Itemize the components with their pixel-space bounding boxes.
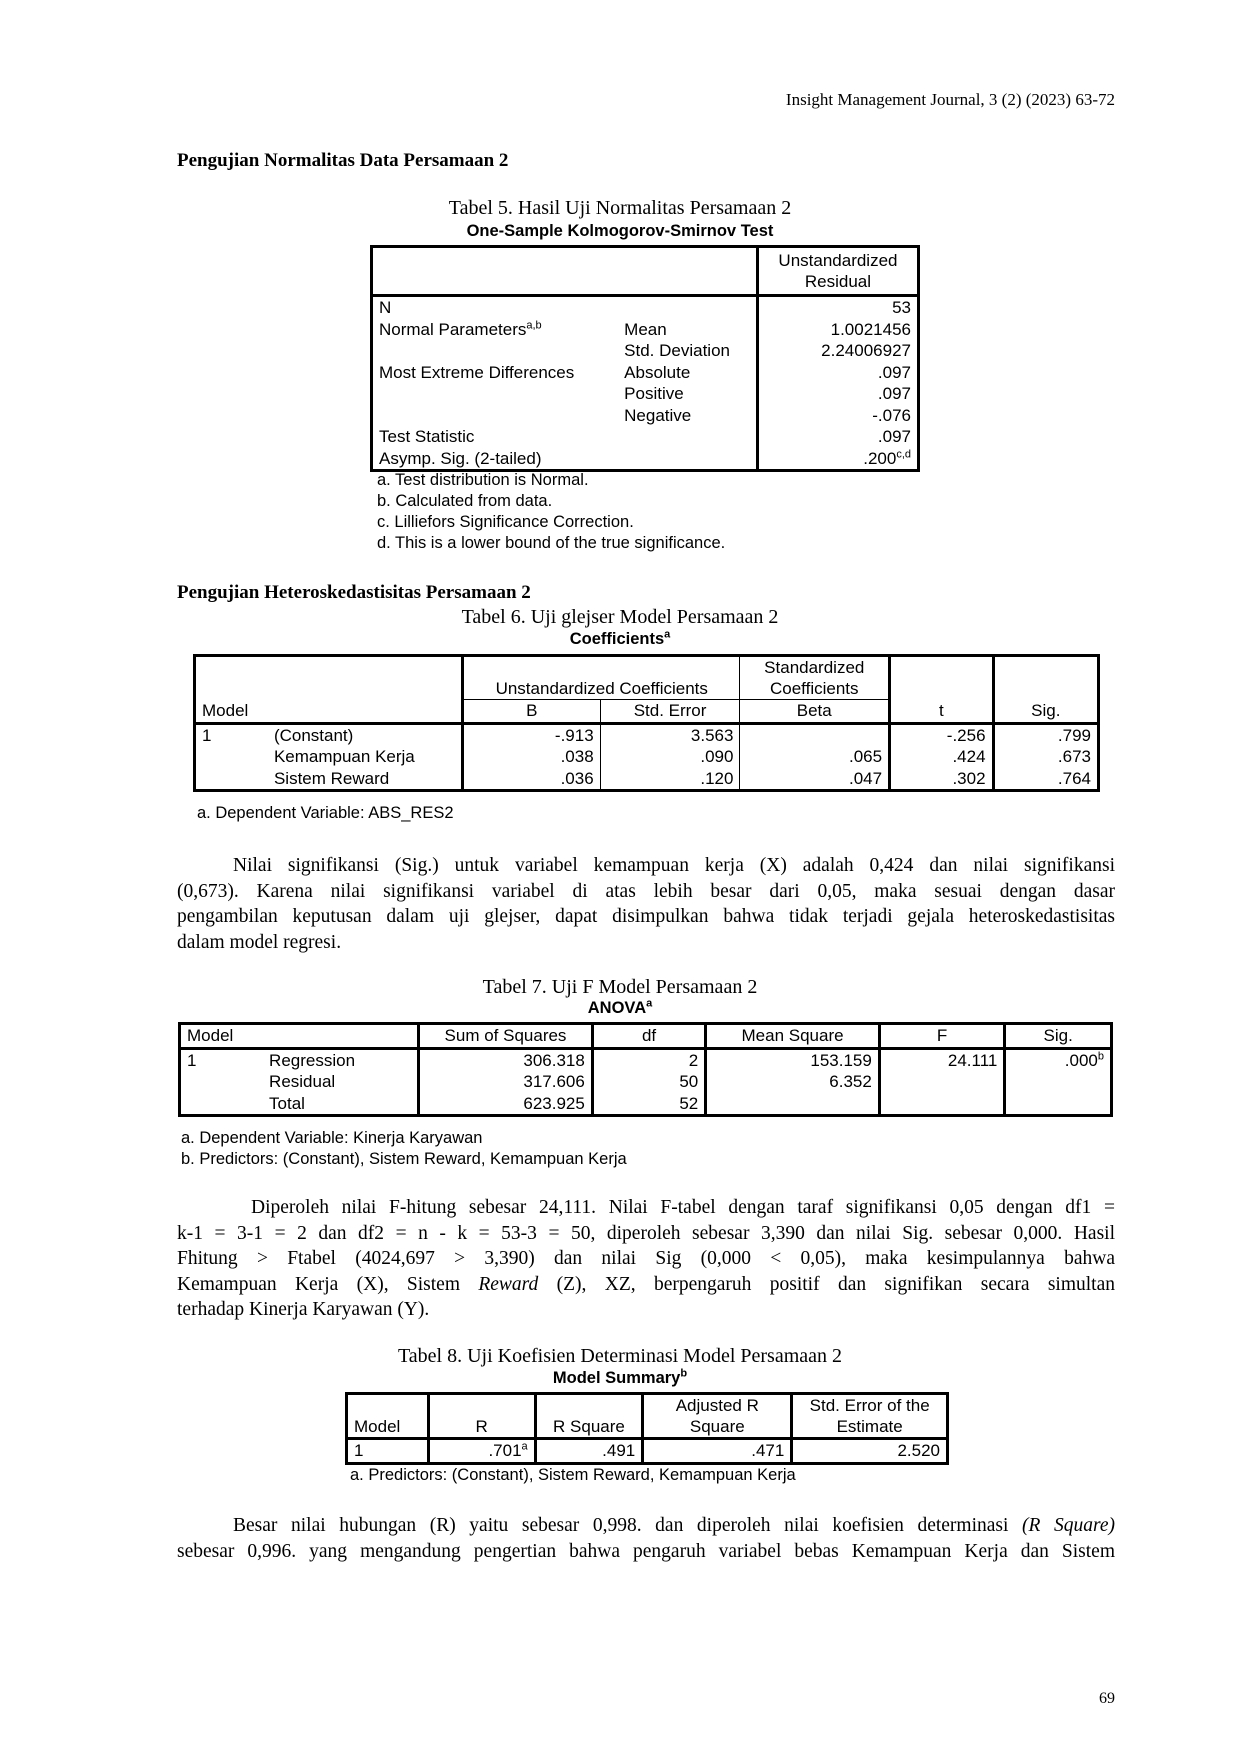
table5-note: c. Lilliefors Significance Correction. [377, 513, 634, 531]
paragraph-line [177, 1513, 1115, 1539]
table6-header-unstd: Unstandardized Coefficients [463, 656, 740, 700]
paragraph-r-square [177, 1513, 1115, 1564]
table5-row-sub: Std. Deviation [624, 341, 730, 360]
table7-row-name: Residual [269, 1072, 336, 1091]
table5-col-header-line1: Unstandardized [778, 251, 898, 270]
table7-model-blank [180, 1071, 264, 1093]
table-row [195, 723, 1099, 746]
page-number: 69 [1099, 1690, 1115, 1707]
table6-cell-b: .038 [463, 746, 601, 768]
table5-col-header [757, 247, 918, 296]
table7-cell-sig-text: .000 [1064, 1050, 1098, 1070]
table5-col-header-line2: Residual [804, 272, 872, 291]
table7-cell-sig-sup: b [1097, 1049, 1104, 1062]
table5-row-sub: Positive [624, 384, 684, 403]
table7-cell-ss: 306.318 [419, 1048, 593, 1071]
table5-note: b. Calculated from data. [377, 492, 553, 510]
paragraph-line: Diperoleh nilai F-hitung sebesar 24,111. Nilai F-tabel dengan taraf signifikansi 0,05 dengan df1 = [251, 1197, 1115, 1218]
table5-row [372, 426, 919, 448]
table7-header-ss: Sum of Squares [419, 1024, 593, 1049]
table5-row-label-sup: a,b [526, 318, 542, 331]
table6-cell-sig: .673 [993, 746, 1098, 768]
paragraph-f-test [177, 1195, 1115, 1323]
table7-cell-f: 24.111 [879, 1048, 1005, 1071]
table6-header-std-line2: Coefficients [770, 679, 859, 698]
table7-cell-ss: 317.606 [419, 1071, 593, 1093]
table5-header-blank [372, 247, 758, 296]
table6-header-sig: Sig. [993, 656, 1098, 724]
table6-cell-b: .036 [463, 768, 601, 791]
table7-header-sig: Sig. [1005, 1024, 1112, 1049]
table5-row-label: N [372, 296, 619, 319]
table5-caption: Tabel 5. Hasil Uji Normalitas Persamaan 2 [448, 197, 792, 219]
table6-cell-se: 3.563 [600, 723, 740, 746]
table6-model-blank [195, 746, 268, 768]
table8-header-row [347, 1394, 948, 1439]
table5-row-label [372, 340, 619, 362]
table5-row-value [757, 448, 918, 471]
table5-row [372, 340, 919, 362]
table5-row-sub: Mean [624, 319, 667, 339]
table5-row-sub [618, 448, 757, 471]
table6-model-no: 1 [195, 723, 268, 746]
table6-model-blank [195, 768, 268, 791]
table8-header-see-line2: Estimate [836, 1417, 903, 1436]
table7-header-df: df [592, 1024, 705, 1049]
table6 [193, 654, 1100, 792]
paragraph-text: (Z), XZ, berpengaruh positif dan signifikan secara simultan [538, 1273, 1115, 1295]
paragraph-text: Besar nilai hubungan (R) yaitu sebesar 0,998. dan diperoleh nilai koefisien determinasi [233, 1515, 1022, 1536]
table7-title [370, 999, 870, 1018]
table5-note: a. Test distribution is Normal. [377, 471, 589, 489]
table8-cell-see: 2.520 [792, 1439, 948, 1464]
table6-header-b: B [463, 700, 601, 724]
table8-header-see [792, 1394, 948, 1439]
table8-cell-r-text: .701 [488, 1441, 522, 1460]
table5-row [372, 362, 919, 384]
paragraph-line: Nilai signifikansi (Sig.) untuk variabel kemampuan kerja (X) adalah 0,424 dan nilai signifikansi [233, 855, 1115, 876]
table7-note: a. Dependent Variable: Kinerja Karyawan [181, 1129, 483, 1147]
table8-title-text: Model Summary [552, 1369, 681, 1387]
table6-cell-t: .302 [890, 768, 993, 791]
table5 [370, 245, 920, 472]
table5-row [372, 319, 919, 341]
table5-row-label [372, 383, 619, 405]
table5-row [372, 296, 919, 319]
table7-cell-df: 50 [592, 1071, 705, 1093]
table6-cell-se: .120 [600, 768, 740, 791]
table6-header-se: Std. Error [600, 700, 740, 724]
table6-header-blank [195, 656, 463, 700]
section-heading-normalitas: Pengujian Normalitas Data Persamaan 2 [177, 150, 509, 171]
paragraph-glejser [177, 853, 1115, 955]
table7-title-sup: a [646, 997, 653, 1010]
table6-cell-sig: .799 [993, 723, 1098, 746]
table7-cell-f [879, 1093, 1005, 1116]
table5-row-label [372, 319, 619, 341]
section-heading-hetero: Pengujian Heteroskedastisitas Persamaan 2 [177, 582, 531, 603]
table6-row-name: Kemampuan Kerja [273, 747, 415, 766]
table5-row-value: 53 [757, 296, 918, 319]
table7-cell-sig [1005, 1048, 1112, 1071]
table7-cell-ss: 623.925 [419, 1093, 593, 1116]
table5-header-row [372, 247, 919, 296]
paragraph-line: k-1 = 3-1 = 2 dan df2 = n - k = 53-3 = 50, diperoleh sebesar 3,390 dan nilai Sig. sebesar 0,000. Hasil [177, 1222, 1115, 1244]
table5-row-label-text: Normal Parameters [379, 319, 527, 339]
table7-header-f: F [879, 1024, 1005, 1049]
table-row [195, 768, 1099, 791]
table8-header-r: R [428, 1394, 535, 1439]
table7-header-model: Model [180, 1024, 419, 1049]
table6-cell-sig: .764 [993, 768, 1098, 791]
table6-row-name: Sistem Reward [273, 768, 390, 788]
table6-header-beta: Beta [740, 700, 890, 724]
table8-title [320, 1369, 920, 1388]
table8-header-adj-line2: Square [689, 1417, 745, 1436]
table5-row-value: 1.0021456 [757, 319, 918, 341]
paragraph-line: pengambilan keputusan dalam uji glejser, dapat disimpulkan bahwa tidak terjadi gejala heteroskedastisitas [177, 906, 1115, 927]
table8-cell-adj: .471 [643, 1439, 792, 1464]
table-row [180, 1071, 1112, 1093]
table7-cell-df: 52 [592, 1093, 705, 1116]
table8-cell-r [428, 1439, 535, 1464]
table7-cell-sig [1005, 1093, 1112, 1116]
table5-row-value: -.076 [757, 405, 918, 427]
table5-row-label: Asymp. Sig. (2-tailed) [372, 448, 619, 471]
table6-cell-beta: .065 [740, 746, 890, 768]
table8 [345, 1392, 949, 1465]
table7-cell-ms [706, 1093, 880, 1116]
paragraph-line: Fhitung > Ftabel (4024,697 > 3,390) dan nilai Sig (0,000 < 0,05), maka kesimpulannya bahwa [177, 1248, 1115, 1269]
table5-note: d. This is a lower bound of the true significance. [377, 534, 726, 552]
table5-row [372, 405, 919, 427]
table6-cell-b: -.913 [463, 723, 601, 746]
paragraph-line: sebesar 0,996. yang mengandung pengertian bahwa pengaruh variabel bebas Kemampuan Kerja dan Sistem [177, 1540, 1115, 1562]
table5-row-value: .097 [757, 426, 918, 448]
paragraph-line: dalam model regresi. [177, 931, 342, 953]
table8-header-see-line1: Std. Error of the [809, 1396, 930, 1415]
table5-row-sub [618, 426, 757, 448]
table7-cell-f [879, 1071, 1005, 1093]
table5-row-value-text: .200 [863, 448, 897, 468]
table5-row-label: Test Statistic [372, 426, 619, 448]
table5-row-value-sup: c,d [896, 447, 911, 460]
table7-cell-df: 2 [592, 1048, 705, 1071]
table8-header-r2: R Square [535, 1394, 643, 1439]
table8-title-sup: b [680, 1367, 688, 1380]
table5-title: One-Sample Kolmogorov-Smirnov Test [466, 222, 774, 240]
table6-title [370, 630, 870, 649]
table8-caption: Tabel 8. Uji Koefisien Determinasi Model Persamaan 2 [397, 1345, 843, 1367]
table6-cell-t: -.256 [890, 723, 993, 746]
running-header: Insight Management Journal, 3 (2) (2023) 63-72 [785, 90, 1115, 109]
table-row [180, 1093, 1112, 1116]
table6-cell-beta [740, 723, 890, 746]
table6-note: a. Dependent Variable: ABS_RES2 [197, 804, 454, 822]
paragraph-italic-term: (R Square) [1022, 1515, 1116, 1536]
table7-note: b. Predictors: (Constant), Sistem Reward, Kemampuan Kerja [181, 1150, 627, 1168]
paragraph-text: Kemampuan Kerja (X), Sistem [177, 1273, 479, 1295]
table7-cell-ms: 6.352 [706, 1071, 880, 1093]
table7-caption: Tabel 7. Uji F Model Persamaan 2 [482, 976, 758, 998]
table6-header-model: Model [195, 700, 463, 724]
table7 [178, 1022, 1113, 1117]
table-row [195, 746, 1099, 768]
table8-cell-model: 1 [347, 1439, 429, 1464]
table6-title-text: Coefficients [569, 630, 665, 648]
table5-row-value: .097 [757, 383, 918, 405]
table6-row-name: (Constant) [273, 725, 354, 745]
table-row [347, 1439, 948, 1464]
table5-row [372, 448, 919, 471]
table7-model-no: 1 [180, 1048, 264, 1071]
paragraph-line: terhadap Kinerja Karyawan (Y). [177, 1299, 430, 1320]
table7-row-name: Total [269, 1093, 305, 1113]
table5-row-sub: Negative [624, 405, 692, 425]
table6-header-std [740, 656, 890, 700]
table7-notes [181, 1128, 627, 1170]
table6-cell-se: .090 [600, 746, 740, 768]
table8-cell-r2: .491 [535, 1439, 643, 1464]
table7-header-row [180, 1024, 1112, 1049]
table8-note: a. Predictors: (Constant), Sistem Reward, Kemampuan Kerja [350, 1466, 796, 1484]
table8-cell-r-sup: a [521, 1440, 528, 1453]
table6-header-t: t [890, 656, 993, 724]
table6-title-sup: a [664, 628, 671, 641]
table5-row [372, 383, 919, 405]
table7-cell-ms: 153.159 [706, 1048, 880, 1071]
table7-header-ms: Mean Square [706, 1024, 880, 1049]
table7-model-blank [180, 1093, 264, 1116]
table6-caption: Tabel 6. Uji glejser Model Persamaan 2 [461, 606, 779, 628]
table5-row-value: .097 [757, 362, 918, 384]
table7-title-text: ANOVA [587, 999, 647, 1017]
table7-cell-sig [1005, 1071, 1112, 1093]
table6-cell-t: .424 [890, 746, 993, 768]
table5-row-value: 2.24006927 [757, 340, 918, 362]
paragraph-italic-term: Reward [478, 1273, 539, 1295]
table5-row-sub: Absolute [624, 362, 691, 382]
table6-cell-beta: .047 [740, 768, 890, 791]
table-row [180, 1048, 1112, 1071]
table5-notes [377, 470, 725, 554]
paragraph-line [177, 1272, 1115, 1298]
table8-header-adj-line1: Adjusted R [675, 1396, 759, 1415]
table5-row-label [372, 405, 619, 427]
table8-header-adj [643, 1394, 792, 1439]
paragraph-line: (0,673). Karena nilai signifikansi variabel di atas lebih besar dari 0,05, maka sesuai dengan dasar [177, 880, 1115, 902]
table7-row-name: Regression [269, 1050, 356, 1070]
table6-header-std-line1: Standardized [764, 658, 865, 677]
table5-row-label: Most Extreme Differences [372, 362, 619, 384]
table5-row-sub [618, 296, 757, 319]
table8-header-model: Model [347, 1394, 429, 1439]
